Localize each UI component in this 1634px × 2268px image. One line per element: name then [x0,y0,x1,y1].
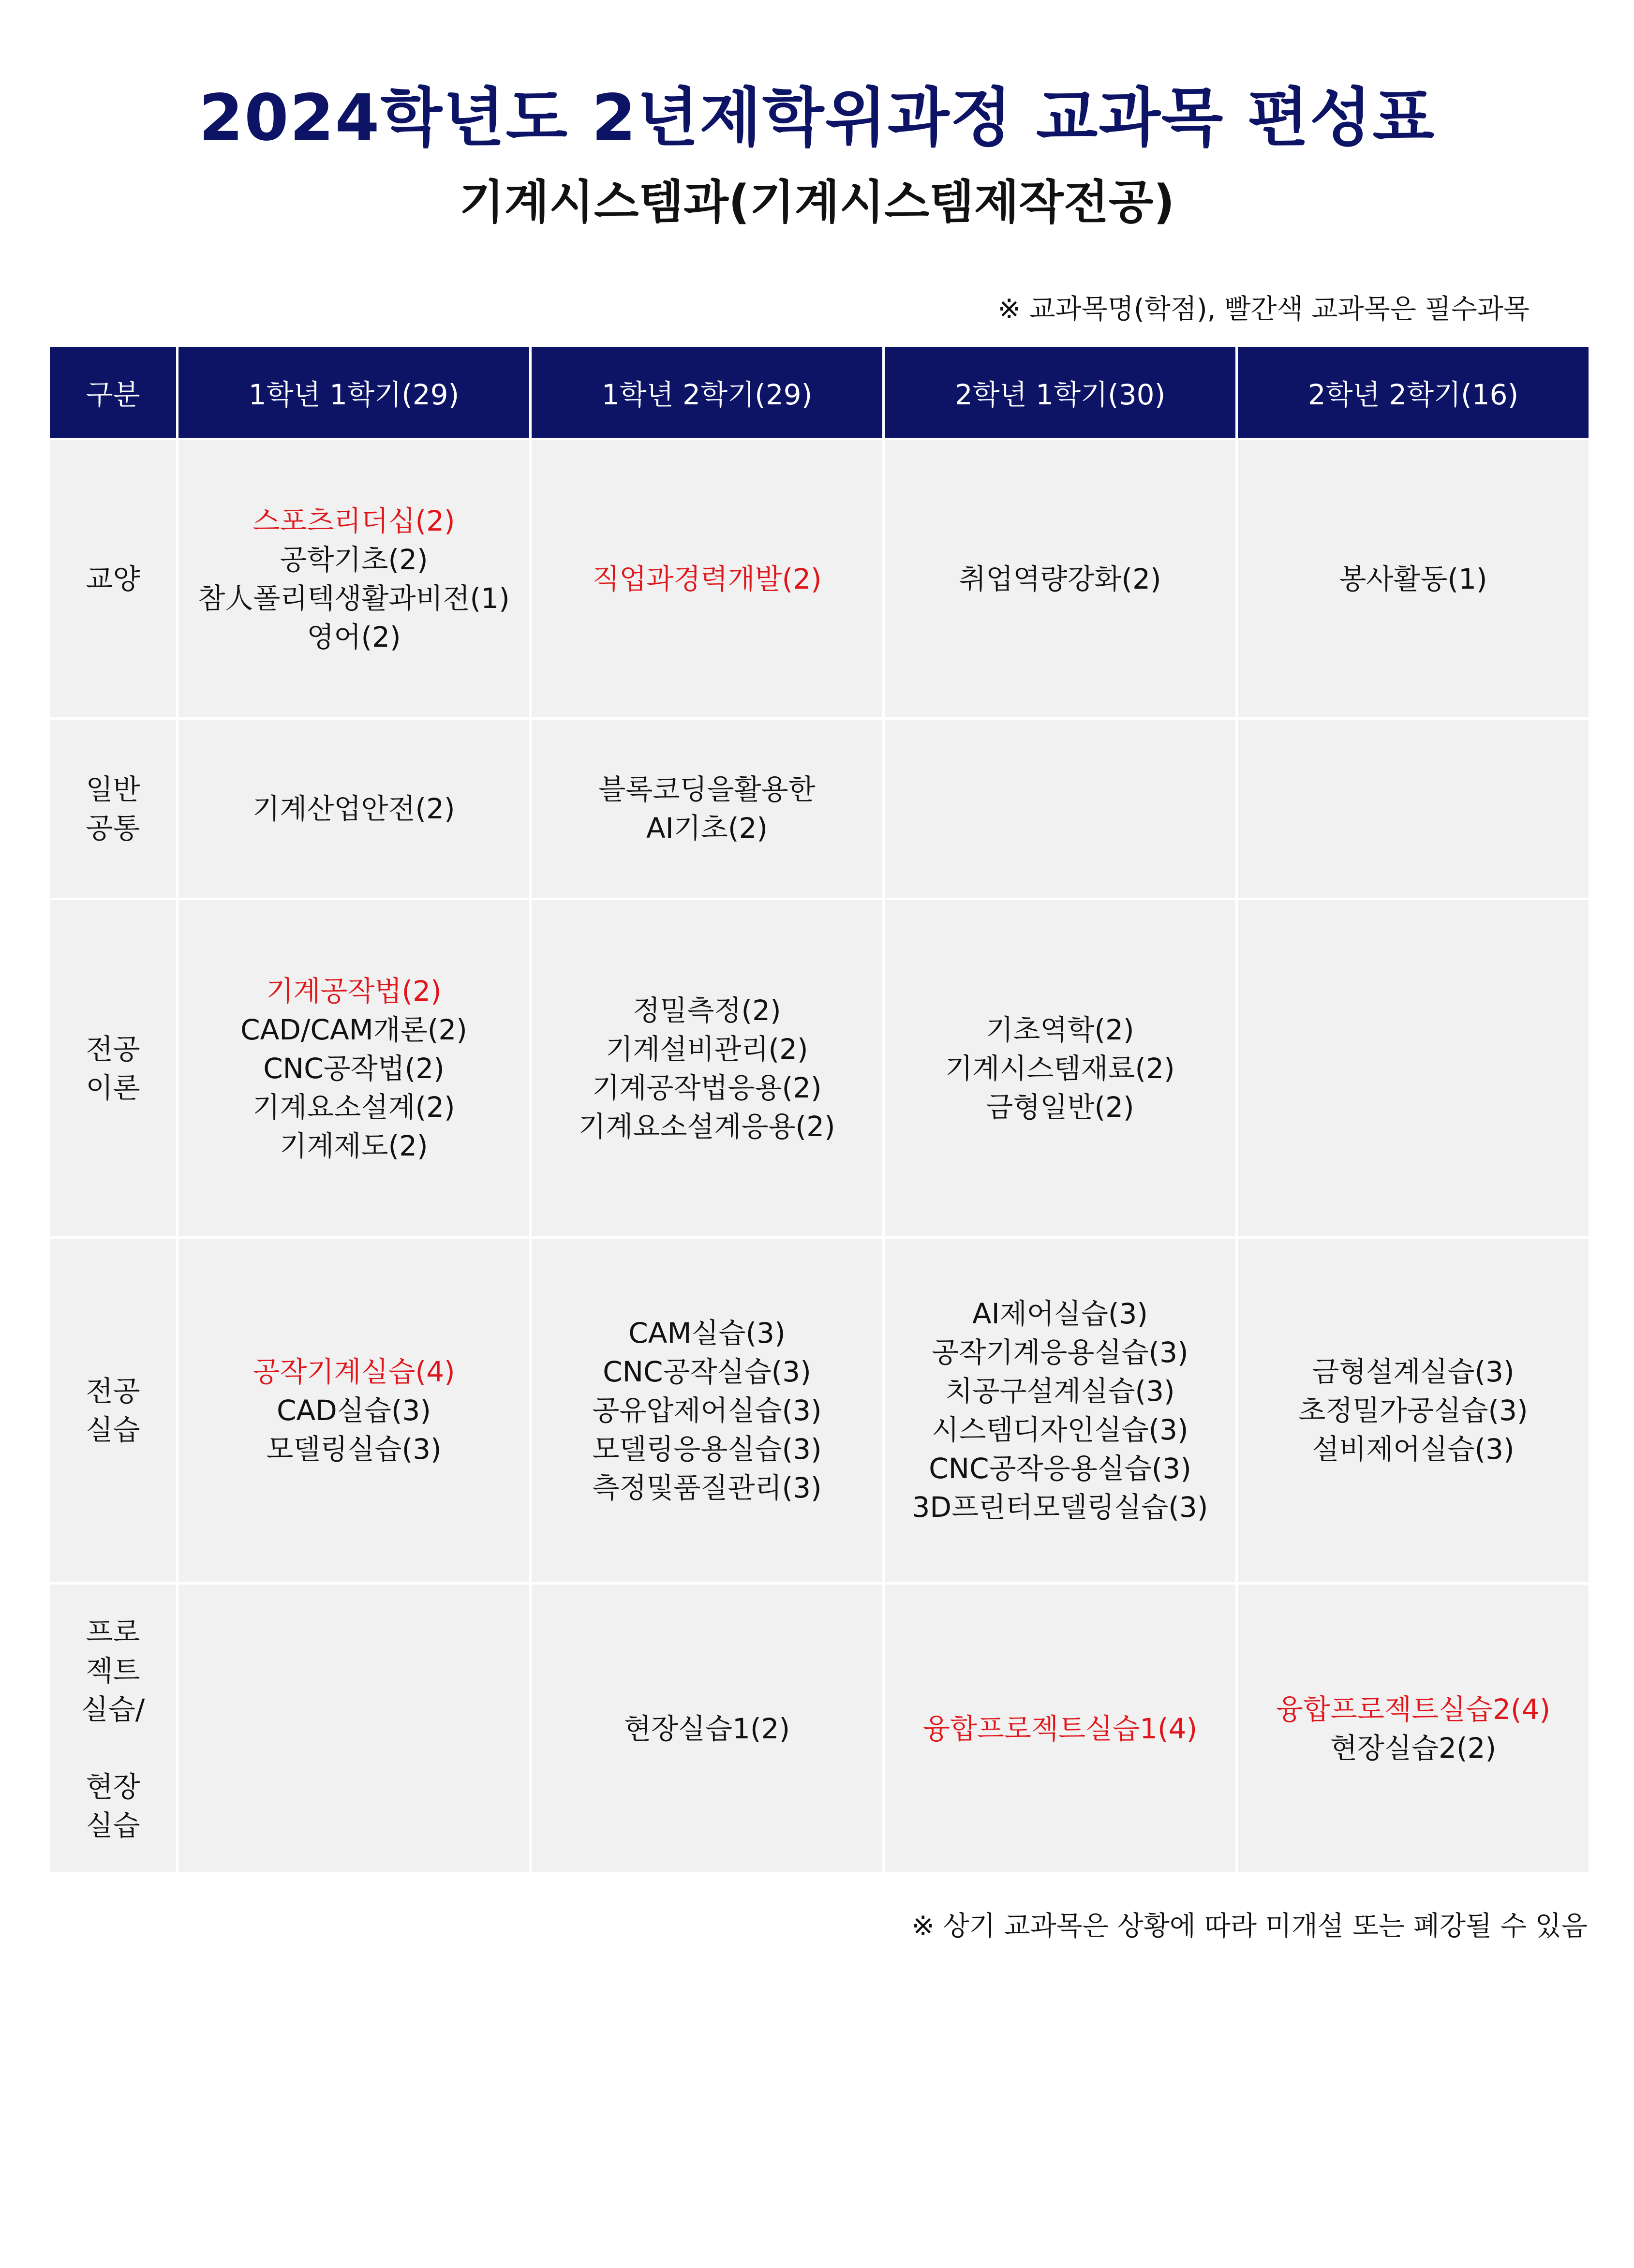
course: AI기초(2) [646,812,768,845]
row-major-theory [49,899,1590,1238]
course: 기계산업안전(2) [253,792,455,825]
course: 영어(2) [307,620,401,653]
course: 기계제도(2) [280,1129,428,1162]
course-cell-year2-sem1 [884,1584,1237,1874]
category-label: 젝트 [86,1654,140,1687]
header-category: 구분 [49,346,178,439]
course: 측정및품질관리(3) [592,1471,822,1504]
course: CAD/CAM개론(2) [240,1013,467,1046]
course: 초정밀가공실습(3) [1298,1394,1528,1427]
course: CNC공작응용실습(3) [929,1452,1191,1485]
course: 블록코딩을활용한 [598,773,816,806]
required-course: 공작기계실습(4) [253,1355,455,1388]
course: 모델링응용실습(3) [592,1433,822,1466]
header-year2-sem2: 2학년 2학기(16) [1237,346,1590,439]
curriculum-table [47,344,1591,1875]
course: 3D프린터모델링실습(3) [912,1491,1208,1524]
course-cell-year2-sem2 [1237,439,1590,719]
course: 봉사활동(1) [1339,562,1487,595]
course-cell-year2-sem1 [884,1238,1237,1584]
category-label: 실습 [86,1808,140,1842]
course: 취업역량강화(2) [959,562,1161,595]
category-label: 현장 [86,1770,140,1803]
header-year1-sem2: 1학년 2학기(29) [531,346,884,439]
course-cell-year1-sem2 [531,1238,884,1584]
course-cell-year1-sem2 [531,439,884,719]
page-subtitle: 기계시스템과(기계시스템제작전공) [459,175,1175,229]
course-cell-year2-sem1 [884,439,1237,719]
course-cell-year2-sem1 [884,899,1237,1238]
course-cell-year1-sem1 [178,899,531,1238]
course: CAM실습(3) [628,1317,786,1349]
course: 공작기계응용실습(3) [932,1336,1188,1369]
course: 금형일반(2) [986,1090,1134,1124]
category-cell [49,439,178,719]
course: 시스템디자인실습(3) [932,1413,1188,1446]
course: 기계시스템재료(2) [945,1052,1175,1085]
course: 모델링실습(3) [266,1433,442,1466]
header-year1-sem1: 1학년 1학기(29) [178,346,531,439]
course: 기계공작법응용(2) [592,1071,822,1104]
course-cell-year1-sem2 [531,719,884,899]
header-year2-sem1: 2학년 1학기(30) [884,346,1237,439]
category-label: 공통 [86,812,140,845]
category-label: 전공 [86,1375,140,1408]
category-label: 실습 [86,1413,140,1446]
course: 치공구설계실습(3) [945,1375,1175,1408]
row-project-fieldwork [49,1584,1590,1874]
category-label: 일반 [86,773,140,806]
course-cell-year1-sem2 [531,899,884,1238]
footer-note: ※ 상기 교과목은 상황에 따라 미개설 또는 폐강될 수 있음 [911,1911,1588,1942]
course: 공학기초(2) [280,543,428,576]
course: 기계요소설계(2) [253,1090,455,1124]
course-cell-year1-sem1 [178,719,531,899]
course: 설비제어실습(3) [1312,1433,1515,1466]
category-label: 프로 [86,1615,140,1648]
course-cell-year1-sem1 [178,439,531,719]
course-cell-year1-sem1 [178,1238,531,1584]
course: 금형설계실습(3) [1312,1355,1515,1388]
required-course: 직업과경력개발(2) [592,562,822,595]
course: 정밀측정(2) [633,993,781,1027]
table-body [49,439,1590,1874]
course-cell-year2-sem2 [1237,1584,1590,1874]
required-course: 융합프로젝트실습1(4) [922,1712,1198,1745]
course-cell-year2-sem1 [884,719,1237,899]
course: 기초역학(2) [986,1013,1134,1046]
category-cell [49,1584,178,1874]
category-label: 이론 [86,1071,140,1104]
course: 현장실습2(2) [1330,1731,1497,1764]
required-course: 스포츠리더십(2) [253,504,455,537]
row-general-common [49,719,1590,899]
course: CAD실습(3) [276,1394,431,1427]
category-label: 실습/ [81,1692,145,1726]
required-course: 기계공작법(2) [266,974,442,1008]
course: CNC공작실습(3) [603,1355,811,1388]
category-cell [49,1238,178,1584]
row-liberal-arts [49,439,1590,719]
course-cell-year2-sem2 [1237,719,1590,899]
category-cell [49,899,178,1238]
course-cell-year2-sem2 [1237,899,1590,1238]
course: 기계요소설계응용(2) [579,1110,835,1143]
required-course: 융합프로젝트실습2(4) [1276,1692,1551,1726]
legend-note: ※ 교과목명(학점), 빨간색 교과목은 필수과목 [997,294,1530,325]
course-cell-year1-sem2 [531,1584,884,1874]
category-cell [49,719,178,899]
row-major-practice [49,1238,1590,1584]
course: 기계설비관리(2) [606,1032,808,1066]
category-label [53,1729,173,1767]
category-label: 교양 [86,562,140,595]
course: 참人폴리텍생활과비전(1) [198,581,510,615]
table-header-row [49,346,1590,439]
category-label: 전공 [86,1032,140,1066]
course: 현장실습1(2) [624,1712,790,1745]
course: 공유압제어실습(3) [592,1394,822,1427]
course-cell-year1-sem1 [178,1584,531,1874]
course-cell-year2-sem2 [1237,1238,1590,1584]
course: CNC공작법(2) [263,1052,445,1085]
course: AI제어실습(3) [972,1297,1148,1330]
page-title: 2024학년도 2년제학위과정 교과목 편성표 [199,81,1435,155]
